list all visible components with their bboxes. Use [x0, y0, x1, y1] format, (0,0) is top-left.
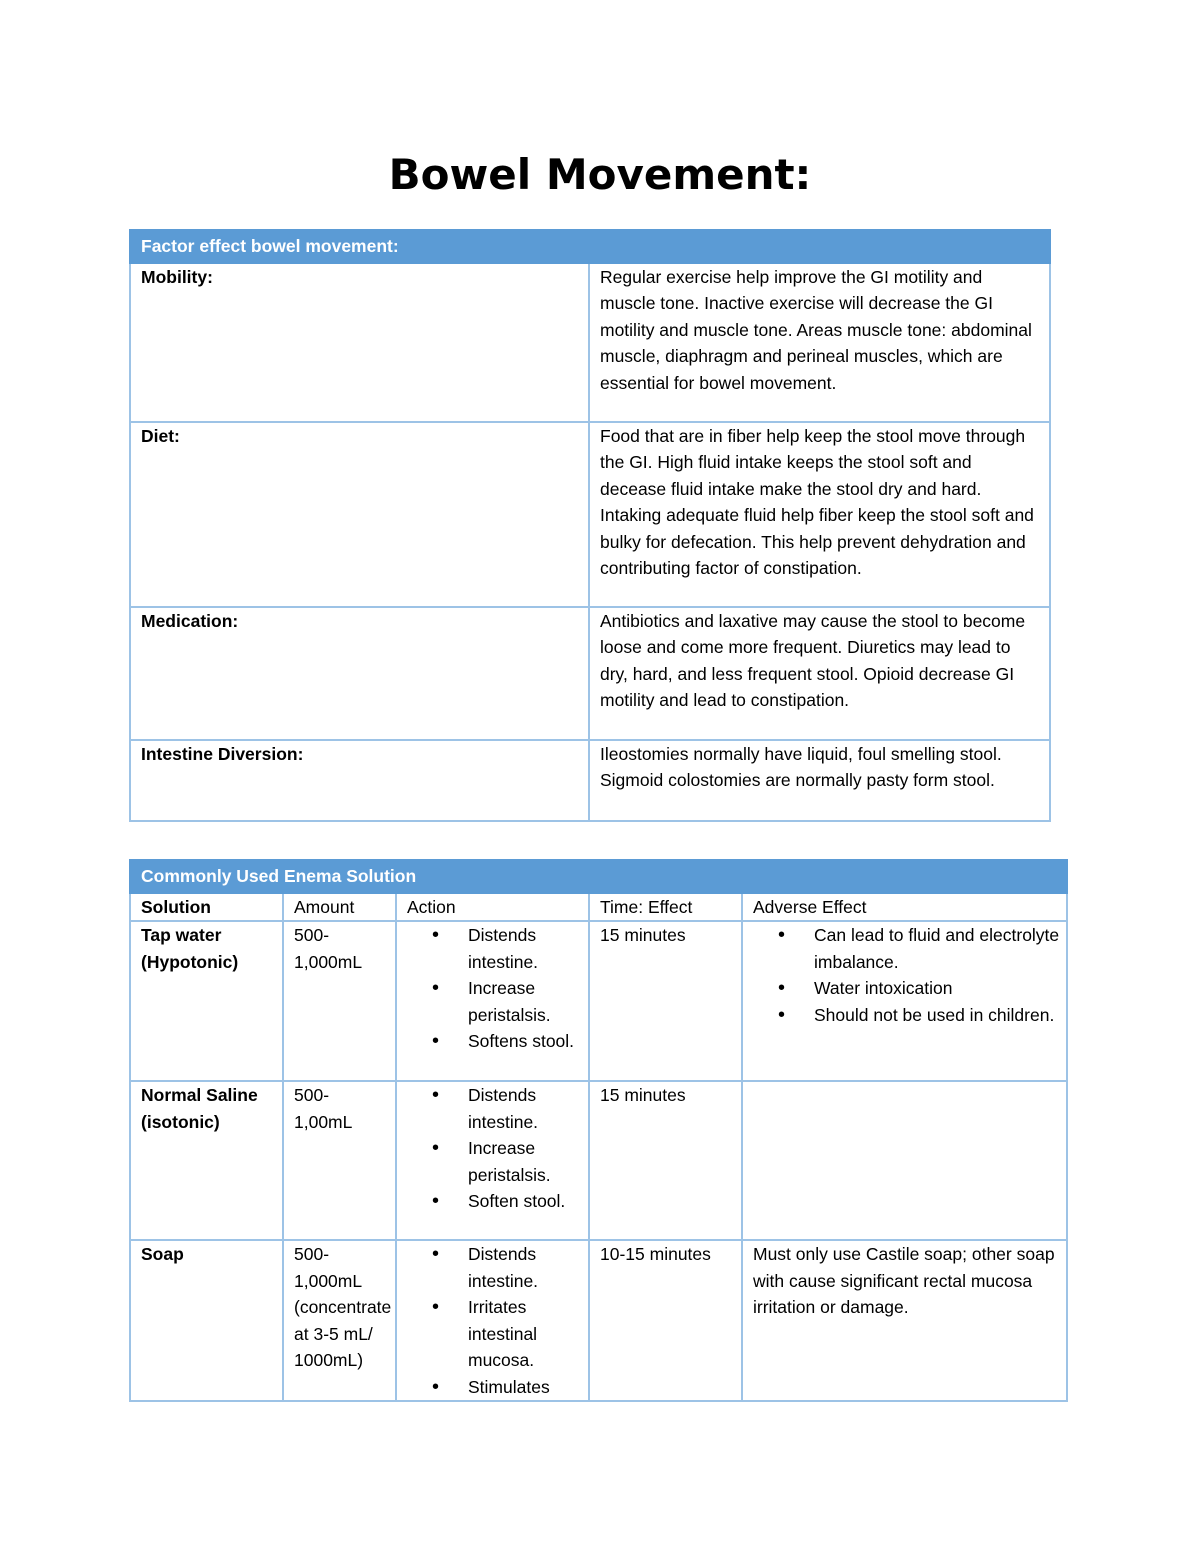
list-item: • Softens stool.: [397, 1028, 584, 1055]
table-row: [130, 921, 1067, 1081]
list-item: • Stimulates: [397, 1374, 584, 1401]
column-header-adverse: Adverse Effect: [742, 893, 1067, 922]
solution-adverse: Must only use Castile soap; other soap with cause significant rectal mucosa irritation or damage.: [742, 1240, 1067, 1401]
factor-label: Mobility:: [130, 263, 589, 422]
action-list: [397, 1241, 584, 1400]
list-item: • Distends intestine.: [397, 1241, 584, 1294]
list-item: • Distends intestine.: [397, 922, 584, 975]
table-row: [130, 740, 1050, 821]
solution-name: Tap water (Hypotonic): [130, 921, 283, 1081]
solution-adverse: [742, 1081, 1067, 1240]
solution-time: 10-15 minutes: [589, 1240, 742, 1401]
column-header-row: [130, 893, 1067, 922]
column-header-amount: Amount: [283, 893, 396, 922]
factor-description: Antibiotics and laxative may cause the stool to become loose and come more frequent. Diuretics may lead to dry, hard, and less frequent stool. Opioid decrease GI motility and lead to constipation.: [589, 607, 1050, 740]
enema-table: [129, 859, 1068, 1402]
list-item: • Increase peristalsis.: [397, 1135, 584, 1188]
column-header-time: Time: Effect: [589, 893, 742, 922]
list-item: • Can lead to fluid and electrolyte imbalance.: [743, 922, 1062, 975]
solution-time: 15 minutes: [589, 1081, 742, 1240]
solution-action: [396, 921, 589, 1081]
solution-adverse: [742, 921, 1067, 1081]
page-title: Bowel Movement:: [388, 150, 812, 199]
list-item: • Soften stool.: [397, 1188, 584, 1215]
factors-table-header: Factor effect bowel movement:: [130, 230, 1050, 263]
column-header-solution: Solution: [130, 893, 283, 922]
table-row: [130, 422, 1050, 607]
solution-amount: 500-1,00mL: [283, 1081, 396, 1240]
action-list: [397, 922, 584, 1055]
adverse-list: [743, 922, 1062, 1028]
list-item: • Should not be used in children.: [743, 1002, 1062, 1029]
list-item: • Water intoxication: [743, 975, 1062, 1002]
enema-table-header: Commonly Used Enema Solution: [130, 860, 1067, 893]
solution-name: Soap: [130, 1240, 283, 1401]
column-header-action: Action: [396, 893, 589, 922]
factor-label: Diet:: [130, 422, 589, 607]
table-row: [130, 263, 1050, 422]
action-list: [397, 1082, 584, 1215]
list-item: • Increase peristalsis.: [397, 975, 584, 1028]
table-row: [130, 1081, 1067, 1240]
solution-name: Normal Saline (isotonic): [130, 1081, 283, 1240]
solution-time: 15 minutes: [589, 921, 742, 1081]
solution-amount: 500-1,000mL (concentrate at 3-5 mL/ 1000mL): [283, 1240, 396, 1401]
factor-label: Intestine Diversion:: [130, 740, 589, 821]
factors-table: [129, 229, 1051, 822]
solution-action: [396, 1081, 589, 1240]
solution-amount: 500-1,000mL: [283, 921, 396, 1081]
factor-label: Medication:: [130, 607, 589, 740]
table-row: [130, 1240, 1067, 1401]
solution-action: [396, 1240, 589, 1401]
factor-description: Ileostomies normally have liquid, foul smelling stool. Sigmoid colostomies are normally pasty form stool.: [589, 740, 1050, 821]
factor-description: Regular exercise help improve the GI motility and muscle tone. Inactive exercise will decrease the GI motility and muscle tone. Areas muscle tone: abdominal muscle, diaphragm and perineal muscles, which are essential for bowel movement.: [589, 263, 1050, 422]
factor-description: Food that are in fiber help keep the stool move through the GI. High fluid intake keeps the stool soft and decease fluid intake make the stool dry and hard. Intaking adequate fluid help fiber keep the stool soft and bulky for defecation. This help prevent dehydration and contributing factor of constipation.: [589, 422, 1050, 607]
table-row: [130, 607, 1050, 740]
list-item: • Irritates intestinal mucosa.: [397, 1294, 584, 1374]
list-item: • Distends intestine.: [397, 1082, 584, 1135]
